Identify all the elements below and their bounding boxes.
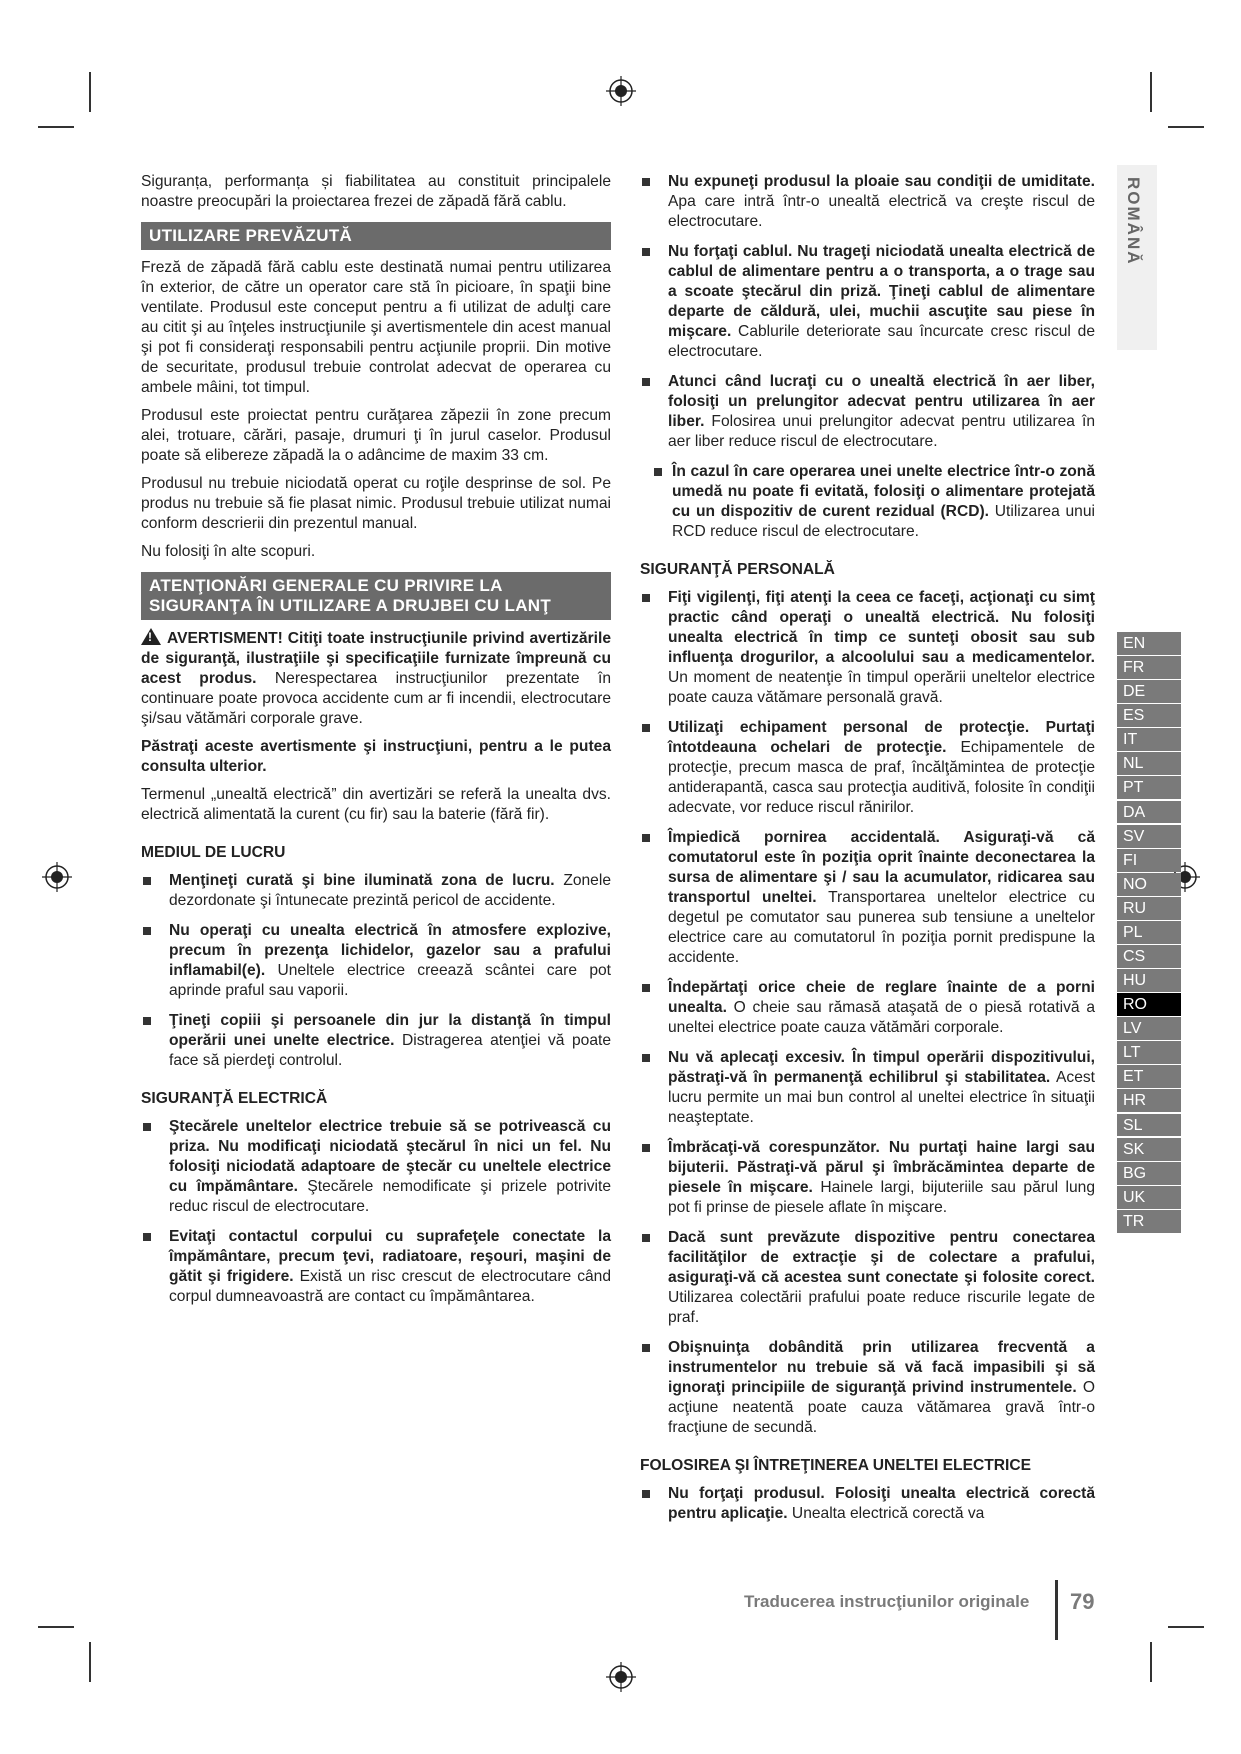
electrical-list-continued	[640, 172, 1095, 542]
side-tab-label: ROMÂNĂ	[1124, 177, 1143, 266]
item-bold: Nu operaţi cu unealta electrică în atmosfere explozive, precum în prezenţa lichidelor, gazelor sau a prafului inflamabil(e).	[169, 922, 611, 979]
item-text: Uneltele electrice creează scântei care pot aprinde praful sau vaporii.	[169, 962, 611, 999]
bullet-icon	[642, 594, 650, 602]
language-tab-da[interactable]: DA	[1117, 801, 1181, 824]
language-tab-lv[interactable]: LV	[1117, 1017, 1181, 1040]
item-bold: Împiedică pornirea accidentală. Asiguraţi-vă că comutatorul este în poziţia oprit înainte deconectarea la sursa de alimentare şi / sau la acumulator, ridicarea sau transportul uneltei.	[668, 829, 1095, 906]
list-item	[640, 1338, 1095, 1438]
crop-mark	[38, 126, 74, 128]
language-tab-uk[interactable]: UK	[1117, 1186, 1181, 1209]
item-text: Cablurile deteriorate sau încurcate cresc riscul de electrocutare.	[668, 323, 1095, 360]
item-text: Apa care intră într-o unealtă electrică va creşte riscul de electrocutare.	[668, 193, 1095, 230]
list-item	[141, 1011, 611, 1071]
bullet-icon	[642, 1490, 650, 1498]
item-text: Utilizarea colectării prafului poate reduce riscurile legate de praf.	[668, 1289, 1095, 1326]
item-text: Există un risc crescut de electrocutare când corpul dumneavoastră are contact cu împământarea.	[169, 1268, 612, 1305]
crop-mark	[1168, 1626, 1204, 1628]
bullet-icon	[642, 984, 650, 992]
crop-mark	[1150, 1642, 1152, 1682]
language-tab-de[interactable]: DE	[1117, 680, 1181, 703]
list-item	[640, 1484, 1095, 1524]
language-tab-en[interactable]: EN	[1117, 632, 1181, 655]
right-column	[640, 172, 1095, 1534]
item-bold: Dacă sunt prevăzute dispozitive pentru conectarea facilităţilor de extracţie şi de colectare a prafului, asiguraţi-vă că acestea sunt conectate şi folosite corect.	[668, 1229, 1095, 1286]
language-tab-no[interactable]: NO	[1117, 873, 1181, 896]
item-bold: Îndepărtaţi orice cheie de reglare înainte de a porni unealta.	[668, 979, 1095, 1016]
crop-mark	[38, 1626, 74, 1628]
language-tab-ro[interactable]: RO	[1117, 993, 1181, 1016]
paragraph: Freză de zăpadă fără cablu este destinată numai pentru utilizarea în exterior, de către un operator care stă în picioare, în spaţii bine ventilate. Produsul este conceput pentru a fi utilizat de adulţi care au citit şi au înţeles instrucţiunile şi avertismentele din acest manual şi pot fi consideraţi responsabili pentru acţiunile proprii. Din motive de securitate, produsul trebuie controlat adecvat de operarea cu ambele mâini, tot timpul.	[141, 259, 611, 396]
item-bold: Ştecărele uneltelor electrice trebuie să se potrivească cu priza. Nu modificaţi niciodată ştecărul în nici un fel. Nu folosiţi niciodată adaptoare de ştecăr cu uneltele electrice cu împământare.	[169, 1118, 611, 1195]
item-text: Folosirea unui prelungitor adecvat pentru utilizarea în aer liber reduce riscul de electrocutare.	[668, 413, 1095, 450]
item-bold: Obişnuinţa dobândită prin utilizarea frecventă a instrumentelor nu trebuie să vă facă impasibili şi să ignoraţi principiile de siguranţă privind instrumentele.	[668, 1339, 1095, 1396]
work-area-list	[141, 871, 611, 1071]
language-tab-bg[interactable]: BG	[1117, 1162, 1181, 1185]
warning-paragraph	[141, 628, 611, 729]
language-tab-it[interactable]: IT	[1117, 728, 1181, 751]
item-bold: Nu expuneţi produsul la ploaie sau condiţii de umiditate.	[668, 173, 1095, 190]
language-tab-sl[interactable]: SL	[1117, 1114, 1181, 1137]
bullet-icon	[143, 877, 151, 885]
language-tab-fi[interactable]: FI	[1117, 849, 1181, 872]
bullet-icon	[143, 927, 151, 935]
language-tab-es[interactable]: ES	[1117, 704, 1181, 727]
warning-bold: AVERTISMENT! Citiţi toate instrucţiunile privind avertizările de siguranţă, ilustraţiile şi specificaţiile furnizate împreună cu acest produs.	[141, 630, 611, 687]
item-bold: Atunci când lucraţi cu o unealtă electrică în aer liber, folosiţi un prelungitor adecvat pentru utilizarea în aer liber.	[668, 373, 1095, 430]
list-item	[640, 372, 1095, 452]
item-text: Utilizarea unui RCD reduce riscul de electrocutare.	[672, 503, 1095, 540]
list-item	[640, 172, 1095, 232]
bullet-icon	[642, 378, 650, 386]
item-text: Hainele largi, bijuteriile sau părul lung pot fi prinse de piesele aflate în mişcare.	[668, 1179, 1095, 1216]
left-column	[141, 172, 611, 1317]
list-item	[640, 1228, 1095, 1328]
list-item	[640, 1048, 1095, 1128]
item-text: Unealta electrică corectă va	[787, 1505, 985, 1522]
bullet-icon	[642, 1234, 650, 1242]
language-tab-sv[interactable]: SV	[1117, 825, 1181, 848]
bullet-icon	[642, 1344, 650, 1352]
item-bold: Ţineţi copiii şi persoanele din jur la distanţă în timpul operării unei unelte electrice.	[169, 1012, 611, 1049]
language-tab-pl[interactable]: PL	[1117, 921, 1181, 944]
term-paragraph: Termenul „unealtă electrică” din avertizări se referă la unealta dvs. electrică alimentată la curent (cu fir) sau la baterie (fără fir).	[141, 786, 611, 823]
item-text: Acest lucru permite un mai bun control al uneltei electrice în situaţii neaşteptate.	[668, 1069, 1095, 1126]
item-bold: Nu forţaţi produsul. Folosiţi unealta electrică corectă pentru aplicaţie.	[668, 1485, 1095, 1522]
bullet-icon	[642, 1054, 650, 1062]
warning-triangle-icon	[141, 628, 161, 645]
item-bold: În cazul în care operarea unei unelte electrice într-o zonă umedă nu poate fi evitată, folosiţi o alimentare protejată cu un dispozitiv de curent rezidual (RCD).	[672, 463, 1095, 520]
language-tab-fr[interactable]: FR	[1117, 656, 1181, 679]
intro-paragraph: Siguranța, performanța și fiabilitatea au constituit principalele noastre preocupări la proiectarea frezei de zăpadă fără cablu.	[141, 173, 611, 210]
warning-text: Nerespectarea instrucţiunilor prezentate în continuare poate provoca accidente cum ar fi incendii, electrocutare şi/sau vătămări corporale grave.	[141, 670, 612, 727]
item-text: Un moment de neatenţie în timpul operării uneltelor electrice poate cauza vătămare personală gravă.	[668, 669, 1095, 706]
list-item	[640, 242, 1095, 362]
personal-safety-list	[640, 588, 1095, 1438]
language-tab-hu[interactable]: HU	[1117, 969, 1181, 992]
crop-mark	[89, 72, 91, 112]
list-item	[141, 871, 611, 911]
list-item	[640, 978, 1095, 1038]
item-text: Ştecărele nemodificate şi prizele potrivite reduc riscul de electrocutare.	[169, 1178, 611, 1215]
language-side-tab	[1117, 165, 1157, 350]
item-bold: Evitaţi contactul corpului cu suprafeţele conectate la împământare, precum ţevi, radiatoare, reşouri, maşini de gătit şi frigidere.	[169, 1228, 611, 1285]
crop-mark	[89, 1642, 91, 1682]
section-banner-intended-use: UTILIZARE PREVĂZUTĂ	[141, 222, 611, 250]
item-bold: Fiţi vigilenţi, fiţi atenţi la ceea ce faceţi, acţionaţi cu simţ practic când operaţi o unealtă electrică. Nu folosiţi unealta electrică în timp ce sunteţi obosit sau sub influenţa drogurilor, a alcoolului sau a medicamentelor.	[668, 589, 1095, 666]
list-item	[141, 1117, 611, 1217]
bullet-icon	[143, 1233, 151, 1241]
bullet-icon	[642, 178, 650, 186]
item-bold: Menţineţi curată şi bine iluminată zona de lucru.	[169, 872, 555, 889]
paragraph: Nu folosiţi în alte scopuri.	[141, 543, 316, 560]
item-text: O acţiune neatentă poate cauza vătămarea gravă într-o fracţiune de secundă.	[668, 1379, 1095, 1436]
language-tab-cs[interactable]: CS	[1117, 945, 1181, 968]
footer-text: Traducerea instrucţiunilor originale	[744, 1592, 1030, 1611]
item-bold: Utilizaţi echipament personal de protecţie. Purtaţi întotdeauna ochelari de protecţie.	[668, 719, 1095, 756]
registration-mark-icon	[606, 1662, 636, 1692]
crop-mark	[1168, 126, 1204, 128]
subheading-personal-safety: SIGURANŢĂ PERSONALĂ	[640, 561, 835, 578]
item-text: O cheie sau rămasă ataşată de o piesă rotativă a uneltei electrice poate cauza vătămări corporale.	[668, 999, 1095, 1036]
item-bold: Îmbrăcaţi-vă corespunzător. Nu purtaţi haine largi sau bijuterii. Păstraţi-vă părul şi îmbrăcămintea departe de piesele în mişcare.	[668, 1139, 1095, 1196]
language-tab-pt[interactable]: PT	[1117, 776, 1181, 799]
bullet-icon	[642, 1144, 650, 1152]
list-item	[141, 1227, 611, 1307]
subheading-work-area: MEDIUL DE LUCRU	[141, 844, 286, 861]
bullet-icon	[654, 468, 662, 476]
footer-divider	[1055, 1580, 1058, 1640]
list-item	[652, 462, 1095, 542]
list-item	[640, 588, 1095, 708]
list-item	[640, 828, 1095, 968]
bullet-icon	[642, 724, 650, 732]
keep-instructions	[141, 737, 611, 777]
language-tab-lt[interactable]: LT	[1117, 1041, 1181, 1064]
language-tab-hr[interactable]: HR	[1117, 1089, 1181, 1112]
item-text: Echipamentele de protecţie, precum masca de praf, încălţămintea de protecţie antiderapantă, casca sau protecţia auditivă, folosite în condiţii adecvate, vor reduce riscul rănirilor.	[668, 739, 1095, 816]
page-number: 79	[1070, 1589, 1095, 1614]
subheading-electrical-safety: SIGURANŢĂ ELECTRICĂ	[141, 1090, 328, 1107]
language-tab-tr[interactable]: TR	[1117, 1210, 1181, 1233]
bullet-icon	[143, 1017, 151, 1025]
language-tab-nl[interactable]: NL	[1117, 752, 1181, 775]
bullet-icon	[642, 834, 650, 842]
section-banner-general-warnings: ATENŢIONĂRI GENERALE CU PRIVIRE LA SIGURANŢA ÎN UTILIZARE A DRUJBEI CU LANŢ	[141, 572, 611, 620]
item-text: Zonele dezordonate şi întunecate prezintă pericol de accidente.	[169, 872, 611, 909]
list-item	[141, 921, 611, 1001]
item-text: Transportarea uneltelor electrice cu degetul pe comutator sau punerea sub tensiune a uneltelor electrice care au comutatorul în poziţia pornit predispune la accidente.	[668, 889, 1095, 966]
subheading-tool-use: FOLOSIREA ŞI ÎNTREŢINEREA UNELTEI ELECTRICE	[640, 1457, 1032, 1474]
bullet-icon	[642, 248, 650, 256]
electrical-list	[141, 1117, 611, 1307]
item-bold: Nu forţaţi cablul. Nu trageţi niciodată unealta electrică de cablul de alimentare pentru a o transporta, a o trage sau a scoate ştecărul din priză. Ţineţi cablul de alimentare departe de căldură, ulei, muchii ascuţite sau piese în mişcare.	[668, 243, 1095, 340]
list-item	[640, 718, 1095, 818]
bullet-icon	[143, 1123, 151, 1131]
item-text: Distragerea atenţiei vă poate face să pierdeţi controlul.	[169, 1032, 611, 1069]
tool-use-list	[640, 1484, 1095, 1524]
item-bold: Nu vă aplecaţi excesiv. În timpul operării dispozitivului, păstraţi-vă în permanenţă echilibrul şi stabilitatea.	[668, 1049, 1095, 1086]
paragraph: Produsul este proiectat pentru curăţarea zăpezii în zone precum alei, trotuare, cărări, pasaje, drumuri ţi în jurul caselor. Produsul poate să elibereze zăpadă la o adâncime de maxim 33 cm.	[141, 407, 611, 464]
language-tab-ru[interactable]: RU	[1117, 897, 1181, 920]
list-item	[640, 1138, 1095, 1218]
crop-mark	[1150, 72, 1152, 112]
language-index	[1117, 632, 1181, 1234]
language-tab-sk[interactable]: SK	[1117, 1138, 1181, 1161]
paragraph: Produsul nu trebuie niciodată operat cu roţile desprinse de sol. Pe produs nu trebuie să fie plasat nimic. Produsul trebuie utilizat numai conform descrierii din prezentul manual.	[141, 475, 611, 532]
language-tab-et[interactable]: ET	[1117, 1065, 1181, 1088]
keep-text: Păstraţi aceste avertismente şi instrucţiuni, pentru a le putea consulta ulterior.	[141, 738, 611, 775]
registration-mark-icon	[42, 862, 72, 892]
registration-mark-icon	[606, 76, 636, 106]
